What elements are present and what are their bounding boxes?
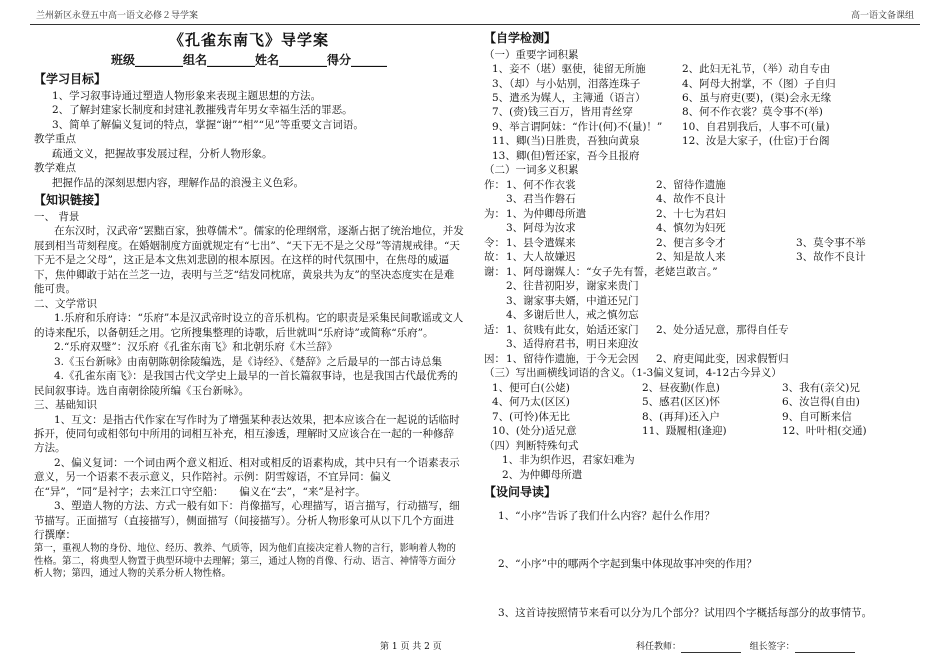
vocab-item: 11、卿(当)日胜贵，吾独向黄泉 (492, 135, 640, 148)
vocab-item: 1、妾不（堪）驱使，徒留无所施 (492, 63, 646, 76)
polysemy-row (484, 221, 916, 235)
polysemy-word (484, 192, 506, 206)
meaning-item: 12、叶叶相(交通) (782, 425, 867, 438)
polysemy-row (484, 279, 916, 293)
polysemy-item: 3、莫令事不举 (796, 236, 866, 249)
goal-item: 1、学习叙事诗通过塑造人物形象来表现主题思想的方法。 (52, 89, 322, 102)
meaning-item: 4、何乃太(区区) (492, 396, 570, 409)
literature-item: 4.《孔雀东南飞》：是我国古代文学史上最早的一首长篇叙事诗，也是我国古代最优秀的民间叙事诗。选自南朝徐陵所编《玉台新咏》。 (34, 370, 458, 397)
polysemy-row (484, 337, 916, 351)
basics-heading: 三、基础知识 (34, 399, 97, 412)
literature-item: 1.乐府和乐府诗：“乐府”本是汉武帝时设立的音乐机构。它的职责是采集民间歌谣或文人的诗来配乐，以备朝廷之用。它所搜集整理的诗歌，后世就叫“乐府诗”或简称“乐府”。 (34, 312, 464, 339)
polysemy-row (484, 207, 916, 221)
page-title: 《孔雀东南飞》导学案 (168, 31, 329, 49)
literature-item: 3.《玉台新咏》由南朝陈朝徐陵编选，是《诗经》、《楚辞》之后最早的一部古诗总集 (54, 355, 443, 368)
meaning-item: 3、我有(亲父)兄 (782, 381, 860, 394)
goal-item: 3、简单了解偏义复词的特点，掌握“谢”“相”“见”等重要文言词语。 (52, 118, 364, 131)
polysemy-word (484, 279, 506, 293)
meaning-item: 9、自可断来信 (782, 410, 852, 423)
guide-question: 2、“小序”中的哪两个字起到集中体现故事冲突的作用？ (498, 558, 757, 571)
polysemy-row (484, 352, 916, 366)
polysemy-item: 3、适得府君书，明日来迎汝 (506, 338, 639, 351)
background-heading: 一、 背景 (34, 210, 80, 223)
vocab-item: 5、遣丞为媒人，主簿通（语言） (492, 92, 646, 104)
leader-label: 组长签字： (749, 642, 795, 652)
polysemy-item: 4、故作不良计 (656, 193, 726, 206)
selfcheck-heading: 【自学检测】 (484, 31, 557, 45)
vocab-item: 4、阿母大拊掌，不（图）子自归 (682, 77, 836, 90)
polysemy-items (506, 294, 916, 308)
meaning-item: 8、(再拜)还入户 (642, 410, 720, 423)
key-point-text: 疏通文义，把握故事发展过程，分析人物形象。 (52, 147, 273, 160)
polysemy-item: 1、何不作衣裳 (506, 178, 576, 191)
polysemy-row (484, 308, 916, 322)
vocab-list (484, 62, 916, 163)
header-rule (30, 24, 920, 25)
goal-item: 2、了解封建家长制度和封建礼教摧残青年男女幸福生活的罪恶。 (52, 104, 353, 117)
vocab-item: 13、卿(但)暂还家，吾今且报府 (492, 149, 640, 162)
meaning-row (484, 395, 916, 409)
meaning-item: 6、汝岂得(自由) (782, 396, 860, 409)
difficulty-label: 教学难点 (34, 162, 76, 175)
literature-heading: 二、文学常识 (34, 297, 97, 310)
polysemy-items (506, 337, 916, 351)
meaning-item: 2、昼夜勤(作息) (642, 381, 720, 394)
vocab-row (484, 149, 916, 163)
polysemy-word (484, 294, 506, 308)
polysemy-items (506, 178, 916, 192)
polysemy-word: 为： (484, 207, 505, 220)
meaning-item: 1、便可白(公姥) (492, 381, 570, 394)
polysemy-item: 1、阿母谢媒人：“女子先有誓，老姥岂敢言。” (506, 265, 718, 278)
polysemy-item: 2、知是故人来 (656, 251, 726, 264)
polysemy-row (484, 323, 916, 337)
polysemy-word (484, 221, 506, 235)
vocab-row (484, 77, 916, 91)
vocab-item: 7、(赍)钱三百万，皆用青丝穿 (492, 106, 633, 119)
meaning-row (484, 410, 916, 424)
polysemy-word (484, 337, 506, 351)
polysemy-item: 2、十七为君妇 (656, 207, 726, 220)
guide-heading: 【设问导读】 (484, 485, 557, 500)
leader-signature-line (795, 642, 855, 653)
header-group: 高一语文备课组 (850, 11, 914, 21)
polysemy-row (484, 250, 916, 264)
polysemy-items (506, 221, 916, 235)
polysemy-word (484, 308, 506, 322)
background-text: 在东汉时，汉武帝“罢黜百家，独尊儒术”。儒家的伦理纲常，逐渐占据了统治地位，并发展到相当苛刻程度。在婚姻制度方面就规定有“七出”、“天下无不是之父母”等清规戒律。“天下无不是之父母”，这正是本文焦刘悲剧的根本原因。在这样的时代氛围中，在焦母的威逼下，焦仲卿敢于站在兰芝一边，表明与兰芝“结发同枕席，黄泉共为友”的坚决态度实在是难能可贵。 (34, 225, 464, 296)
basics-note: 第一，重视人物的身份、地位、经历、教养、气质等，因为他们直接决定着人物的言行，影响着人物的性格。第二，将典型人物置于典型环境中去理解；第三，通过人物的肖像、行动、语言、神情等方面分析人物；第四，通过人物的关系分析人物性格。 (34, 542, 456, 580)
polysemy-item: 1、县令遣媒来 (506, 236, 576, 249)
polysemy-items (506, 192, 916, 206)
polysemy-items (506, 352, 916, 366)
literature-item: 2.“乐府双璧”：汉乐府《孔雀东南飞》和北朝乐府《木兰辞》 (54, 341, 338, 354)
vocab-item: 6、虽与府吏(要)，(渠)会永无缘 (682, 92, 832, 104)
vocab-subheading: （一）重要字词积累 (484, 48, 579, 61)
teacher-signature-line (681, 642, 741, 653)
meaning-item: 11、蹑履相(逢迎) (642, 425, 727, 438)
guide-question: 1、“小序”告诉了我们什么内容？起什么作用？ (498, 509, 715, 522)
polysemy-item: 2、往昔初阳岁，谢家来贵门 (506, 280, 639, 293)
polysemy-item: 3、君当作磐石 (506, 193, 576, 206)
polysemy-items (506, 279, 916, 293)
meaning-item: 10、(处分)适兄意 (492, 425, 577, 438)
vocab-item: 8、何不作衣裳？莫令事不(举) (682, 106, 823, 119)
polysemy-items (506, 250, 916, 264)
polysemy-list (484, 178, 916, 366)
polysemy-item: 1、贫贱有此女，始适还家门 (506, 323, 639, 336)
meaning-item: 7、(可怜)体无比 (492, 410, 570, 423)
vocab-row (484, 62, 916, 76)
polysemy-items (506, 265, 916, 279)
knowledge-heading: 【知识链接】 (34, 193, 107, 208)
student-info-fields: 班级________组名________姓名________得分______ (110, 52, 387, 67)
special-item: 1、非为织作迟，君家妇难为 (502, 454, 635, 467)
polysemy-item: 3、谢家事夫婿，中道还兄门 (506, 294, 639, 307)
vocab-row (484, 120, 916, 134)
basics-item: 3、塑造人物的方法、方式一般有如下：肖像描写，心理描写，语言描写，行动描写，细节描写。正面描写（直接描写），侧面描写（间接描写）。分析人物形象可从以下几个方面进行撰摩： (34, 500, 460, 542)
polysemy-word: 故： (484, 251, 505, 264)
polysemy-items (506, 308, 916, 322)
header-school: 兰州新区永登五中高一语文必修２导学案 (36, 11, 199, 21)
polysemy-word: 谢： (484, 265, 505, 278)
meaning-item: 5、感君(区区)怀 (642, 396, 720, 409)
polysemy-item: 2、留待作遗施 (656, 178, 726, 191)
vocab-item: 9、举言谓阿妹：“作计(何)不(量)！” (492, 120, 663, 133)
meaning-subheading: （三）写出画横线词语的含义。（1-3偏义复词，4-12古今异义） (484, 367, 782, 380)
polysemy-subheading: （二）一词多义积累 (484, 164, 579, 177)
basics-item: 2、偏义复词：一个词由两个意义相近、相对或相反的语素构成，其中只有一个语素表示意义，另一个语素不表示意义，只作陪衬。示例：阴雪嫁语，不宜异同：偏义在“异”，“同”是衬字；去来江口守空船： 偏义在“去”，“来”是衬字。 (34, 456, 460, 498)
polysemy-item: 2、便言多令才 (656, 236, 726, 249)
polysemy-items (506, 236, 916, 250)
polysemy-item: 4、慎勿为妇死 (656, 222, 726, 235)
polysemy-items (506, 323, 916, 337)
meaning-row (484, 424, 916, 438)
polysemy-word: 令： (484, 236, 505, 249)
polysemy-item: 2、处分适兄意，那得自任专 (656, 323, 789, 336)
vocab-row (484, 134, 916, 148)
vocab-item (682, 149, 922, 163)
key-point-label: 教学重点 (34, 133, 76, 146)
polysemy-row (484, 192, 916, 206)
polysemy-row (484, 265, 916, 279)
polysemy-item: 1、留待作遗施，于今无会因 (506, 352, 639, 365)
left-column (34, 28, 464, 581)
signature-fields (636, 641, 855, 653)
guide-question: 3、这首诗按照情节来看可以分为几个部分？试用四个字概括每部分的故事情节。 (498, 606, 873, 619)
polysemy-items (506, 207, 916, 221)
right-column (484, 28, 916, 620)
basics-item: 1、互文：是指古代作家在写作时为了增强某种表达效果，把本应该合在一起说的话临时拆开，使同句或相邻句中所用的词相互补充，相互渗透，理解时又应该合在一起的一种修辞方法。 (34, 413, 460, 455)
polysemy-row (484, 294, 916, 308)
special-item: 2、为仲卿母所遣 (502, 468, 583, 481)
polysemy-word: 因： (484, 352, 505, 365)
meaning-list (484, 381, 916, 439)
polysemy-item: 4、多谢后世人，戒之慎勿忘 (506, 309, 639, 322)
goals-heading: 【学习目标】 (34, 72, 107, 87)
difficulty-text: 把握作品的深刻思想内容，理解作品的浪漫主义色彩。 (52, 176, 304, 189)
meaning-row (484, 381, 916, 395)
polysemy-item: 3、阿母为汝求 (506, 222, 576, 235)
page-number: 第 1 页 共 2 页 (380, 642, 442, 652)
teacher-label: 科任教师： (636, 642, 682, 652)
vocab-item: 10、自君别我后，人事不可(量) (682, 120, 830, 133)
vocab-row (484, 91, 916, 105)
polysemy-item: 3、故作不良计 (796, 251, 866, 264)
polysemy-word: 适： (484, 323, 505, 336)
polysemy-row (484, 236, 916, 250)
special-subheading: （四）判断特殊句式 (484, 439, 579, 452)
vocab-item: 2、此妇无礼节，（举）动自专由 (682, 63, 831, 76)
vocab-item: 12、汝是大家子，(仕宦)于台阁 (682, 135, 830, 148)
polysemy-item: 1、大人故嫌迟 (506, 251, 576, 264)
polysemy-word: 作： (484, 178, 505, 191)
polysemy-item: 2、府吏闻此变，因求假暂归 (656, 352, 789, 365)
polysemy-row (484, 178, 916, 192)
vocab-item: 3、（却）与小姑别，泪落连珠子 (492, 77, 641, 90)
polysemy-item: 1、为仲卿母所遣 (506, 207, 587, 220)
vocab-row (484, 105, 916, 119)
